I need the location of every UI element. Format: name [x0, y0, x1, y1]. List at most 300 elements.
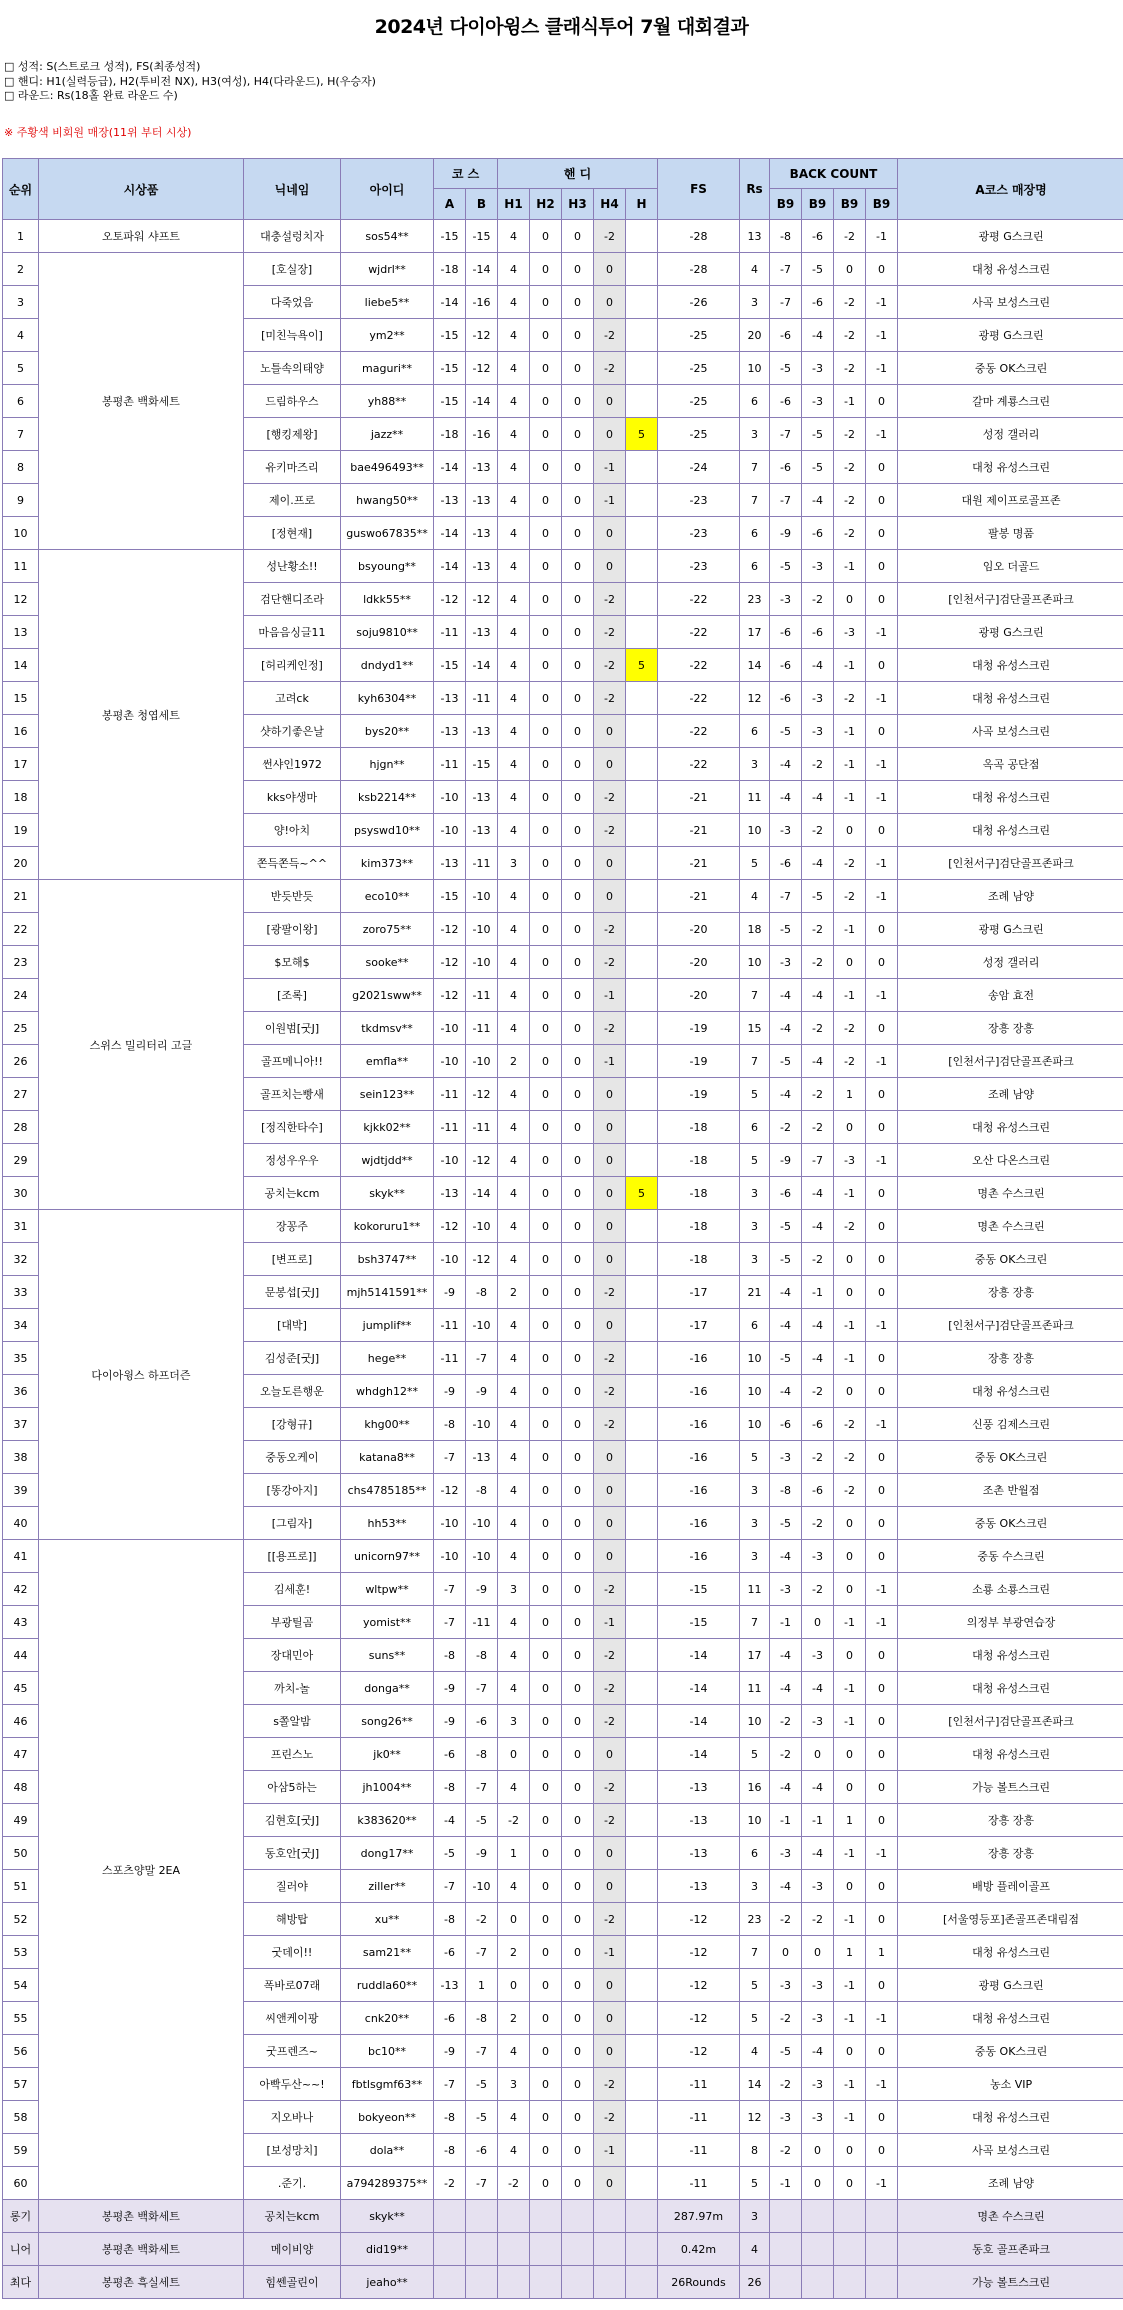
back-3-cell: -1	[834, 2101, 866, 2134]
h2-cell: 0	[530, 319, 562, 352]
rank-cell: 18	[3, 781, 39, 814]
h1-cell: 4	[498, 1408, 530, 1441]
empty-cell	[498, 2200, 530, 2233]
rank-cell: 59	[3, 2134, 39, 2167]
course-b-cell: -12	[466, 319, 498, 352]
h3-cell: 0	[562, 814, 594, 847]
legend	[4, 60, 376, 104]
rs-cell: 13	[740, 220, 770, 253]
id-cell: donga**	[341, 1672, 434, 1705]
course-b-cell: -7	[466, 1672, 498, 1705]
fs-cell: -13	[658, 1870, 740, 1903]
fs-cell: -14	[658, 1672, 740, 1705]
back-1-cell: -3	[770, 814, 802, 847]
back-1-cell: -8	[770, 220, 802, 253]
results-body	[3, 220, 1123, 2299]
header-nickname: 닉네임	[244, 159, 341, 220]
id-cell: bae496493**	[341, 451, 434, 484]
h1-cell: 4	[498, 2101, 530, 2134]
store-cell: 광평 G스크린	[898, 616, 1123, 649]
nickname-cell: 제이.프로	[244, 484, 341, 517]
store-cell: 대청 유성스크린	[898, 682, 1123, 715]
h3-cell: 0	[562, 1573, 594, 1606]
h1-cell: 4	[498, 220, 530, 253]
h1-cell: 4	[498, 1507, 530, 1540]
course-a-cell: -12	[434, 583, 466, 616]
nickname-cell: 폭바로07래	[244, 1969, 341, 2002]
h3-cell: 0	[562, 1804, 594, 1837]
course-a-cell: -11	[434, 616, 466, 649]
id-cell: eco10**	[341, 880, 434, 913]
back-2-cell: -4	[802, 1771, 834, 1804]
header-b9-2: B9	[802, 189, 834, 220]
course-a-cell: -14	[434, 517, 466, 550]
winner-handi-cell: 5	[626, 649, 658, 682]
store-cell: 중동 OK스크린	[898, 1243, 1123, 1276]
rank-cell: 54	[3, 1969, 39, 2002]
back-3-cell: -2	[834, 1012, 866, 1045]
back-1-cell: -4	[770, 1078, 802, 1111]
rank-cell: 30	[3, 1177, 39, 1210]
h1-cell: 2	[498, 1936, 530, 1969]
winner-handi-cell	[626, 1342, 658, 1375]
id-cell: wjdrl**	[341, 253, 434, 286]
winner-handi-cell	[626, 1012, 658, 1045]
back-1-cell: -5	[770, 1507, 802, 1540]
back-3-cell: -2	[834, 220, 866, 253]
nickname-cell: 드림하우스	[244, 385, 341, 418]
special-award-row	[3, 2266, 1123, 2299]
course-a-cell: -10	[434, 814, 466, 847]
h1-cell: -2	[498, 1804, 530, 1837]
fs-cell: -16	[658, 1342, 740, 1375]
back-2-cell: -3	[802, 1705, 834, 1738]
rank-cell: 3	[3, 286, 39, 319]
h1-cell: 4	[498, 1870, 530, 1903]
fs-cell: -13	[658, 1804, 740, 1837]
h1-cell: 4	[498, 649, 530, 682]
back-1-cell: -6	[770, 847, 802, 880]
store-cell: 가능 볼트스크린	[898, 1771, 1123, 1804]
h3-cell: 0	[562, 286, 594, 319]
course-b-cell: -7	[466, 1342, 498, 1375]
winner-handi-cell	[626, 2101, 658, 2134]
back-1-cell: -4	[770, 1672, 802, 1705]
h3-cell: 0	[562, 253, 594, 286]
h1-cell: 4	[498, 550, 530, 583]
winner-handi-cell	[626, 1375, 658, 1408]
back-1-cell: -3	[770, 583, 802, 616]
header-h3: H3	[562, 189, 594, 220]
back-2-cell: -4	[802, 2035, 834, 2068]
h3-cell: 0	[562, 2134, 594, 2167]
h4-cell: -2	[594, 2101, 626, 2134]
empty-cell	[770, 2233, 802, 2266]
rs-cell: 3	[740, 1507, 770, 1540]
rank-cell: 11	[3, 550, 39, 583]
winner-handi-cell	[626, 1903, 658, 1936]
empty-cell	[834, 2266, 866, 2299]
course-a-cell: -10	[434, 1507, 466, 1540]
rs-cell: 5	[740, 1969, 770, 2002]
back-1-cell: -4	[770, 1771, 802, 1804]
h4-cell: 0	[594, 2167, 626, 2200]
h2-cell: 0	[530, 1639, 562, 1672]
rank-cell: 13	[3, 616, 39, 649]
store-cell: 사곡 보성스크린	[898, 2134, 1123, 2167]
h2-cell: 0	[530, 1210, 562, 1243]
id-cell: jumplif**	[341, 1309, 434, 1342]
id-cell: ziller**	[341, 1870, 434, 1903]
rs-cell: 23	[740, 583, 770, 616]
back-2-cell: -5	[802, 451, 834, 484]
course-b-cell: -8	[466, 1639, 498, 1672]
course-b-cell: -10	[466, 1408, 498, 1441]
nickname-cell: [호실장]	[244, 253, 341, 286]
rank-cell: 28	[3, 1111, 39, 1144]
h3-cell: 0	[562, 550, 594, 583]
nickname-cell: [조록]	[244, 979, 341, 1012]
nickname-cell: 동호안[굿J]	[244, 1837, 341, 1870]
course-a-cell: -8	[434, 2101, 466, 2134]
h2-cell: 0	[530, 1870, 562, 1903]
h4-cell: -2	[594, 583, 626, 616]
h3-cell: 0	[562, 451, 594, 484]
winner-handi-cell	[626, 1309, 658, 1342]
special-award-row	[3, 2233, 1123, 2266]
table-row	[3, 1540, 1123, 1573]
winner-handi-cell	[626, 1507, 658, 1540]
course-a-cell: -14	[434, 550, 466, 583]
h4-cell: -2	[594, 1903, 626, 1936]
header-prize: 시상품	[39, 159, 244, 220]
back-3-cell: 0	[834, 1639, 866, 1672]
course-b-cell: -11	[466, 1111, 498, 1144]
id-cell: k383620**	[341, 1804, 434, 1837]
nickname-cell: 노틀속의태양	[244, 352, 341, 385]
h2-cell: 0	[530, 880, 562, 913]
h2-cell: 0	[530, 1540, 562, 1573]
h4-cell: 0	[594, 1837, 626, 1870]
h2-cell: 0	[530, 1309, 562, 1342]
h2-cell: 0	[530, 1507, 562, 1540]
back-1-cell: -7	[770, 418, 802, 451]
h1-cell: 4	[498, 1375, 530, 1408]
winner-handi-cell	[626, 1804, 658, 1837]
back-2-cell: -4	[802, 319, 834, 352]
rs-cell: 3	[740, 286, 770, 319]
winner-handi-cell	[626, 1243, 658, 1276]
back-1-cell: -8	[770, 1474, 802, 1507]
notice: ※ 주황색 비회원 매장(11위 부터 시상)	[4, 126, 192, 139]
rs-cell: 6	[740, 1837, 770, 1870]
h3-cell: 0	[562, 979, 594, 1012]
back-2-cell: -4	[802, 781, 834, 814]
h2-cell: 0	[530, 946, 562, 979]
h1-cell: 2	[498, 2002, 530, 2035]
winner-handi-cell	[626, 1771, 658, 1804]
winner-handi-cell	[626, 1045, 658, 1078]
back-4-cell: -1	[866, 2167, 898, 2200]
rank-cell: 29	[3, 1144, 39, 1177]
table-row	[3, 550, 1123, 583]
id-cell: skyk**	[341, 1177, 434, 1210]
store-cell: [서울영등포]존골프존대림점	[898, 1903, 1123, 1936]
course-a-cell: -11	[434, 1309, 466, 1342]
back-1-cell: -3	[770, 1837, 802, 1870]
id-cell: guswo67835**	[341, 517, 434, 550]
h4-cell: -2	[594, 814, 626, 847]
back-3-cell: 0	[834, 2035, 866, 2068]
store-cell: 대청 유성스크린	[898, 1738, 1123, 1771]
h4-cell: -2	[594, 1771, 626, 1804]
h1-cell: 4	[498, 517, 530, 550]
store-cell: [인천서구]검단골프존파크	[898, 847, 1123, 880]
nickname-cell: 정성우우우	[244, 1144, 341, 1177]
empty-cell	[530, 2233, 562, 2266]
h1-cell: 4	[498, 1540, 530, 1573]
h4-cell: -2	[594, 1012, 626, 1045]
award-cell: 최다	[3, 2266, 39, 2299]
rs-cell: 4	[740, 2035, 770, 2068]
h3-cell: 0	[562, 1936, 594, 1969]
id-cell: jk0**	[341, 1738, 434, 1771]
back-4-cell: 0	[866, 385, 898, 418]
id-cell: emfla**	[341, 1045, 434, 1078]
fs-cell: -17	[658, 1309, 740, 1342]
fs-cell: -23	[658, 550, 740, 583]
h3-cell: 0	[562, 913, 594, 946]
h1-cell: 4	[498, 2035, 530, 2068]
h1-cell: 4	[498, 1243, 530, 1276]
store-cell: 광평 G스크린	[898, 1969, 1123, 2002]
course-a-cell: -4	[434, 1804, 466, 1837]
h2-cell: 0	[530, 1705, 562, 1738]
table-row	[3, 1210, 1123, 1243]
back-4-cell: 0	[866, 649, 898, 682]
fs-cell: -11	[658, 2134, 740, 2167]
nickname-cell: 성난황소!!	[244, 550, 341, 583]
h2-cell: 0	[530, 418, 562, 451]
back-2-cell: -2	[802, 913, 834, 946]
course-a-cell: -6	[434, 1738, 466, 1771]
course-b-cell: -14	[466, 649, 498, 682]
course-a-cell: -15	[434, 220, 466, 253]
h2-cell: 0	[530, 814, 562, 847]
back-4-cell: 0	[866, 946, 898, 979]
h4-cell: -2	[594, 946, 626, 979]
back-3-cell: 0	[834, 253, 866, 286]
back-3-cell: 0	[834, 583, 866, 616]
h2-cell: 0	[530, 1177, 562, 1210]
winner-handi-cell	[626, 2134, 658, 2167]
h3-cell: 0	[562, 1540, 594, 1573]
back-2-cell: -3	[802, 1639, 834, 1672]
id-cell: ym2**	[341, 319, 434, 352]
back-3-cell: -1	[834, 2002, 866, 2035]
id-cell: g2021sww**	[341, 979, 434, 1012]
back-1-cell: -9	[770, 1144, 802, 1177]
h1-cell: 4	[498, 1210, 530, 1243]
store-cell: 장흥 장흥	[898, 1012, 1123, 1045]
course-a-cell: -13	[434, 484, 466, 517]
winner-handi-cell	[626, 2068, 658, 2101]
nickname-cell: 반듯반듯	[244, 880, 341, 913]
record-cell: 287.97m	[658, 2200, 740, 2233]
back-1-cell: -5	[770, 550, 802, 583]
nickname-cell: [정직한타수]	[244, 1111, 341, 1144]
winner-handi-cell	[626, 1870, 658, 1903]
h1-cell: 4	[498, 682, 530, 715]
rank-cell: 44	[3, 1639, 39, 1672]
course-a-cell: -9	[434, 1375, 466, 1408]
nickname-cell: 이원범[굿J]	[244, 1012, 341, 1045]
h4-cell: 0	[594, 1969, 626, 2002]
course-b-cell: -5	[466, 1804, 498, 1837]
rank-cell: 35	[3, 1342, 39, 1375]
course-a-cell: -14	[434, 286, 466, 319]
rank-cell: 39	[3, 1474, 39, 1507]
h2-cell: 0	[530, 781, 562, 814]
back-2-cell: -5	[802, 418, 834, 451]
fs-cell: -28	[658, 253, 740, 286]
back-2-cell: -2	[802, 1078, 834, 1111]
h1-cell: 0	[498, 1903, 530, 1936]
winner-handi-cell	[626, 253, 658, 286]
rs-cell: 6	[740, 385, 770, 418]
back-3-cell: 0	[834, 946, 866, 979]
id-cell: khg00**	[341, 1408, 434, 1441]
nickname-cell: [변프로]	[244, 1243, 341, 1276]
h2-cell: 0	[530, 847, 562, 880]
store-cell: 동호 골프존파크	[898, 2233, 1123, 2266]
back-1-cell: -4	[770, 1375, 802, 1408]
course-a-cell: -13	[434, 682, 466, 715]
id-cell: song26**	[341, 1705, 434, 1738]
h3-cell: 0	[562, 2068, 594, 2101]
store-cell: 신풍 김제스크린	[898, 1408, 1123, 1441]
store-cell: 중동 OK스크린	[898, 1507, 1123, 1540]
h2-cell: 0	[530, 2101, 562, 2134]
h1-cell: 4	[498, 1111, 530, 1144]
winner-handi-cell	[626, 880, 658, 913]
h1-cell: 4	[498, 979, 530, 1012]
winner-handi-cell	[626, 1210, 658, 1243]
back-3-cell: 1	[834, 1936, 866, 1969]
back-1-cell: -6	[770, 616, 802, 649]
rs-cell: 4	[740, 2233, 770, 2266]
id-cell: hjgn**	[341, 748, 434, 781]
back-1-cell: -4	[770, 1276, 802, 1309]
back-1-cell: -4	[770, 1540, 802, 1573]
prize-cell: 봉평촌 청엽세트	[39, 550, 244, 880]
rs-cell: 11	[740, 781, 770, 814]
back-4-cell: 0	[866, 1771, 898, 1804]
empty-cell	[866, 2233, 898, 2266]
store-cell: 중동 OK스크린	[898, 2035, 1123, 2068]
h4-cell: 0	[594, 1474, 626, 1507]
h4-cell: -2	[594, 682, 626, 715]
back-4-cell: -1	[866, 979, 898, 1012]
prize-cell: 다이아윙스 하프더즌	[39, 1210, 244, 1540]
rank-cell: 40	[3, 1507, 39, 1540]
back-2-cell: -4	[802, 1177, 834, 1210]
store-cell: [인천서구]검단골프존파크	[898, 583, 1123, 616]
h4-cell: 0	[594, 1111, 626, 1144]
course-a-cell: -10	[434, 1045, 466, 1078]
store-cell: 명촌 수스크린	[898, 2200, 1123, 2233]
rank-cell: 27	[3, 1078, 39, 1111]
id-cell: bys20**	[341, 715, 434, 748]
back-3-cell: -2	[834, 1210, 866, 1243]
h4-cell: 0	[594, 1177, 626, 1210]
empty-cell	[594, 2233, 626, 2266]
rs-cell: 7	[740, 1606, 770, 1639]
prize-cell: 봉평촌 흑실세트	[39, 2266, 244, 2299]
nickname-cell: 김세훈!	[244, 1573, 341, 1606]
h4-cell: 0	[594, 385, 626, 418]
h3-cell: 0	[562, 352, 594, 385]
h1-cell: 3	[498, 1705, 530, 1738]
fs-cell: -22	[658, 616, 740, 649]
back-3-cell: 0	[834, 1540, 866, 1573]
nickname-cell: s쫄알밤	[244, 1705, 341, 1738]
h1-cell: 3	[498, 1573, 530, 1606]
id-cell: whdgh12**	[341, 1375, 434, 1408]
course-b-cell: -10	[466, 1309, 498, 1342]
id-cell: skyk**	[341, 2200, 434, 2233]
rank-cell: 46	[3, 1705, 39, 1738]
nickname-cell: 대충설렁치자	[244, 220, 341, 253]
store-cell: 대청 유성스크린	[898, 451, 1123, 484]
h1-cell: 4	[498, 1309, 530, 1342]
h3-cell: 0	[562, 2002, 594, 2035]
rs-cell: 6	[740, 1111, 770, 1144]
h1-cell: 4	[498, 616, 530, 649]
back-4-cell: -1	[866, 418, 898, 451]
back-1-cell: -4	[770, 781, 802, 814]
back-1-cell: -2	[770, 2068, 802, 2101]
course-a-cell: -7	[434, 1573, 466, 1606]
id-cell: jazz**	[341, 418, 434, 451]
h3-cell: 0	[562, 616, 594, 649]
nickname-cell: [행킹제왕]	[244, 418, 341, 451]
back-4-cell: 0	[866, 913, 898, 946]
header-fs: FS	[658, 159, 740, 220]
empty-cell	[834, 2233, 866, 2266]
rank-cell: 33	[3, 1276, 39, 1309]
id-cell: sooke**	[341, 946, 434, 979]
empty-cell	[562, 2233, 594, 2266]
back-4-cell: -1	[866, 352, 898, 385]
store-cell: 명촌 수스크린	[898, 1177, 1123, 1210]
store-cell: 광평 G스크린	[898, 220, 1123, 253]
h1-cell: 4	[498, 1177, 530, 1210]
id-cell: hh53**	[341, 1507, 434, 1540]
back-3-cell: -1	[834, 1309, 866, 1342]
h4-cell: 0	[594, 1078, 626, 1111]
back-1-cell: -1	[770, 1804, 802, 1837]
fs-cell: -22	[658, 682, 740, 715]
course-a-cell: -18	[434, 253, 466, 286]
h2-cell: 0	[530, 2134, 562, 2167]
h4-cell: -2	[594, 781, 626, 814]
course-b-cell: -13	[466, 550, 498, 583]
back-2-cell: -3	[802, 385, 834, 418]
header-course: 코 스	[434, 159, 498, 189]
rs-cell: 21	[740, 1276, 770, 1309]
store-cell: 조례 남양	[898, 880, 1123, 913]
